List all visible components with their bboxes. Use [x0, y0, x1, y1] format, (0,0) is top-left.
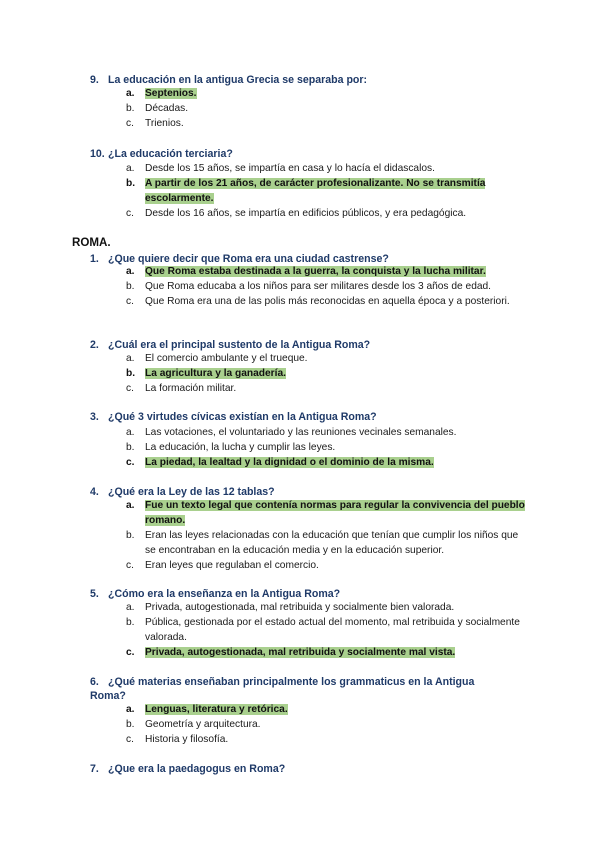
options-list: [126, 351, 308, 396]
options-list: [126, 498, 526, 573]
option-correct: [126, 86, 197, 101]
options-list: [126, 86, 197, 131]
option-letter: c.: [126, 647, 135, 658]
option: [126, 615, 526, 645]
option-text: El comercio ambulante y el trueque.: [145, 353, 308, 364]
question-number: 7.: [90, 763, 99, 775]
option-letter: b.: [126, 530, 135, 541]
option-correct: [126, 366, 308, 381]
question-number: 10.: [90, 148, 105, 160]
option-letter: a.: [126, 163, 135, 174]
option-text: Geometría y arquitectura.: [145, 719, 261, 730]
option-text: A partir de los 21 años, de carácter profesionalizante. No se transmitía escolarmente.: [145, 178, 486, 204]
option-text: La piedad, la lealtad y la dignidad o el dominio de la misma.: [145, 457, 434, 468]
option-text: Lenguas, literatura y retórica.: [145, 704, 288, 715]
question-10: [90, 147, 233, 161]
option-letter: b.: [126, 178, 136, 189]
question-text: ¿Qué materias enseñaban principalmente los grammaticus en la Antigua Roma?: [90, 676, 475, 702]
question-text: ¿Cuál era el principal sustento de la Antigua Roma?: [108, 339, 371, 351]
option-text: La educación, la lucha y cumplir las leyes.: [145, 442, 336, 453]
option: [126, 381, 308, 396]
question-9: [90, 73, 367, 87]
options-list: [126, 600, 526, 660]
options-list: [126, 702, 288, 747]
option-letter: c.: [126, 560, 134, 571]
option: [126, 528, 526, 558]
option-letter: b.: [126, 719, 135, 730]
question-5: [90, 587, 340, 601]
option: [126, 717, 288, 732]
option-letter: a.: [126, 427, 135, 438]
question-number: 1.: [90, 253, 99, 265]
question-number: 4.: [90, 486, 99, 498]
option-text: La formación militar.: [145, 383, 237, 394]
option: [126, 101, 197, 116]
question-3: [90, 410, 377, 424]
option-text: Privada, autogestionada, mal retribuida y socialmente mal vista.: [145, 647, 456, 658]
option-letter: b.: [126, 617, 135, 628]
option: [126, 116, 197, 131]
option: [126, 600, 526, 615]
question-7: [90, 762, 285, 776]
question-text: ¿Que quiere decir que Roma era una ciudad castrense?: [108, 253, 389, 265]
question-number: 5.: [90, 588, 99, 600]
option-letter: c.: [126, 296, 134, 307]
option-letter: a.: [126, 353, 135, 364]
option: [126, 161, 531, 176]
option-text: Desde los 15 años, se impartía en casa y lo hacía el didascalos.: [145, 163, 435, 174]
option-text: Las votaciones, el voluntariado y las reuniones vecinales semanales.: [145, 427, 457, 438]
options-list: [126, 161, 531, 221]
option-letter: c.: [126, 208, 134, 219]
option-correct: [126, 702, 288, 717]
question-text: La educación en la antigua Grecia se separaba por:: [108, 74, 368, 86]
option-correct: [126, 264, 526, 279]
option-letter: c.: [126, 457, 135, 468]
option: [126, 294, 526, 309]
option: [126, 206, 531, 221]
option: [126, 279, 526, 294]
option-correct: [126, 498, 526, 528]
option-letter: a.: [126, 704, 135, 715]
option-text: Que Roma era una de las polis más reconocidas en aquella época y a posteriori.: [145, 296, 510, 307]
question-text: ¿Cómo era la enseñanza en la Antigua Roma?: [108, 588, 341, 600]
option: [126, 351, 308, 366]
option-letter: b.: [126, 442, 135, 453]
option-text: Que Roma estaba destinada a la guerra, la conquista y la lucha militar.: [145, 266, 486, 277]
option-letter: c.: [126, 118, 134, 129]
option: [126, 425, 526, 440]
option: [126, 440, 526, 455]
options-list: [126, 264, 526, 309]
option-letter: a.: [126, 266, 135, 277]
option-correct: [126, 455, 526, 470]
option-text: Décadas.: [145, 103, 189, 114]
options-list: [126, 425, 526, 470]
section-title: ROMA.: [72, 236, 111, 249]
question-text: ¿La educación terciaria?: [108, 148, 233, 160]
option-text: Fue un texto legal que contenía normas para regular la convivencia del pueblo romano.: [145, 500, 525, 526]
option-text: Septenios.: [145, 88, 197, 99]
question-text: ¿Qué era la Ley de las 12 tablas?: [108, 486, 275, 498]
option-letter: b.: [126, 368, 136, 379]
question-number: 9.: [90, 74, 99, 86]
option-text: Trienios.: [145, 118, 184, 129]
option-text: Privada, autogestionada, mal retribuida y socialmente bien valorada.: [145, 602, 455, 613]
option-text: Eran las leyes relacionadas con la educación que tenían que cumplir los niños que se encontraban en la educación media y en la educación superior.: [145, 530, 519, 556]
option-letter: a.: [126, 88, 135, 99]
option-letter: a.: [126, 500, 135, 511]
option-letter: b.: [126, 103, 135, 114]
option-letter: c.: [126, 734, 134, 745]
option-correct: [126, 176, 531, 206]
option-text: Historia y filosofía.: [145, 734, 229, 745]
option-text: Pública, gestionada por el estado actual del momento, mal retribuida y socialmente valorada.: [145, 617, 520, 643]
question-number: 6.: [90, 676, 99, 688]
option-text: Eran leyes que regulaban el comercio.: [145, 560, 319, 571]
option: [126, 732, 288, 747]
option-text: Desde los 16 años, se impartía en edificios públicos, y era pedagógica.: [145, 208, 467, 219]
question-text: ¿Que era la paedagogus en Roma?: [108, 763, 286, 775]
question-4: [90, 485, 275, 499]
option-correct: [126, 645, 526, 660]
question-2: [90, 338, 370, 352]
option: [126, 558, 526, 573]
option-letter: b.: [126, 281, 135, 292]
option-letter: c.: [126, 383, 134, 394]
question-6: [90, 675, 510, 703]
option-text: Que Roma educaba a los niños para ser militares desde los 3 años de edad.: [145, 281, 492, 292]
question-text: ¿Qué 3 virtudes cívicas existían en la Antigua Roma?: [108, 411, 377, 423]
question-number: 2.: [90, 339, 99, 351]
option-text: La agricultura y la ganadería.: [145, 368, 286, 379]
option-letter: a.: [126, 602, 135, 613]
question-number: 3.: [90, 411, 99, 423]
